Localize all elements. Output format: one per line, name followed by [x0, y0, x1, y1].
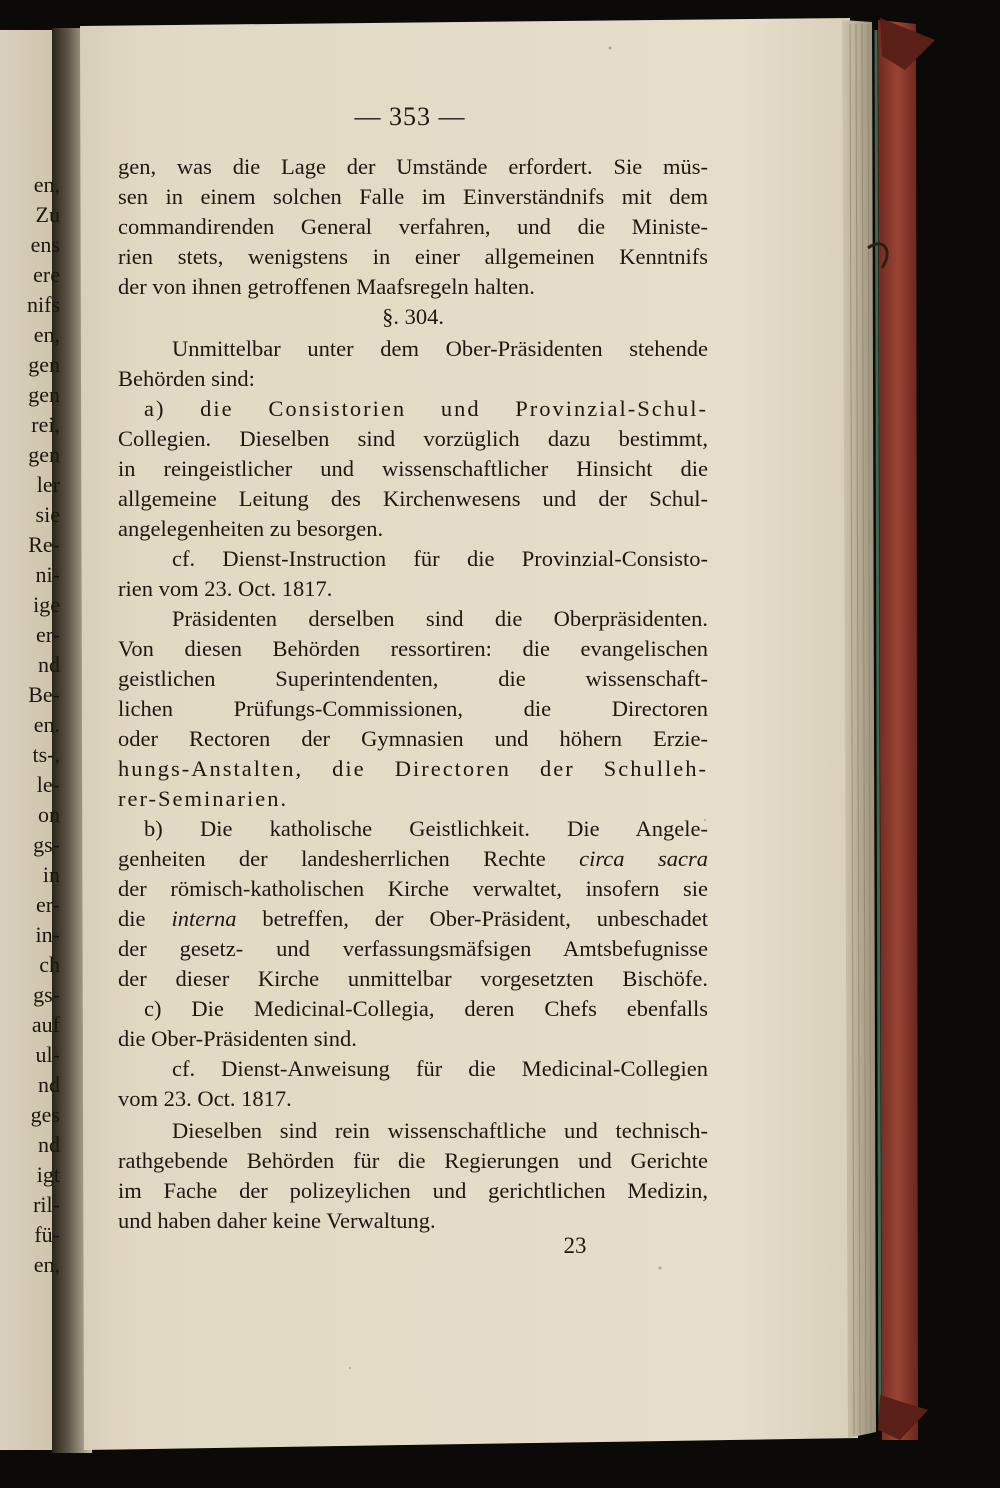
left-fragment: ens: [30, 232, 60, 257]
text-line: sen in einem solchen Falle im Einverständnifs mit dem: [118, 184, 708, 209]
text-line: Von diesen Behörden ressortiren: die evangelischen: [118, 636, 708, 661]
text-line: die interna betreffen, der Ober-Präsident, unbeschadet: [118, 906, 708, 931]
left-fragment: en,: [33, 1252, 60, 1277]
text-line: Dieselben sind rein wissenschaftliche und technisch-: [172, 1118, 708, 1143]
left-fragment: nifs: [27, 292, 60, 317]
text-line: die Ober-Präsidenten sind.: [118, 1026, 357, 1051]
left-fragment: en,: [33, 172, 60, 197]
left-fragment: gen: [28, 352, 60, 377]
text-line: Behörden sind:: [118, 366, 255, 391]
left-fragment: le-: [36, 772, 60, 797]
text-line: lichen Prüfungs-Commissionen, die Directoren: [118, 696, 708, 721]
left-fragment: ges: [30, 1102, 60, 1127]
text-line: rathgebende Behörden für die Regierungen und Gerichte: [118, 1148, 708, 1173]
left-fragment: ril-: [33, 1192, 60, 1217]
text-line: angelegenheiten zu besorgen.: [118, 516, 384, 541]
left-fragment: ul-: [35, 1042, 60, 1067]
left-fragment: in: [42, 862, 60, 887]
left-fragment: nd: [38, 1132, 60, 1157]
text-line: rer-Seminarien.: [118, 786, 289, 811]
text-line: commandirenden General verfahren, und die Ministe-: [118, 214, 708, 239]
text-line: geistlichen Superintendenten, die wissenschaft-: [118, 666, 708, 691]
left-fragment: Zu: [35, 202, 60, 227]
text-line: c) Die Medicinal-Collegia, deren Chefs ebenfalls: [144, 996, 708, 1021]
latin-term: circa sacra: [579, 846, 708, 871]
text-line: rien vom 23. Oct. 1817.: [118, 576, 333, 601]
left-fragment: gs-: [33, 982, 60, 1007]
left-fragment: en.: [33, 712, 60, 737]
left-fragment: on: [38, 802, 60, 827]
text-line: Collegien. Dieselben sind vorzüglich dazu bestimmt,: [118, 426, 708, 451]
text-line: in reingeistlicher und wissenschaftlicher Hinsicht die: [118, 456, 708, 481]
left-fragment: gs-: [33, 832, 60, 857]
text-line: im Fache der polizeylichen und gerichtlichen Medizin,: [118, 1178, 708, 1203]
text-line: oder Rectoren der Gymnasien und höhern Erzie-: [118, 726, 708, 751]
left-fragment: er-: [36, 892, 60, 917]
text-line: rien stets, wenigstens in einer allgemeinen Kenntnifs: [118, 244, 708, 269]
text-line: vom 23. Oct. 1817.: [118, 1086, 292, 1111]
left-fragment: nd: [38, 652, 60, 677]
left-fragment: ni-: [35, 562, 60, 587]
text-line: cf. Dienst-Instruction für die Provinzial-Consisto-: [172, 546, 708, 571]
left-fragment: en,: [33, 322, 60, 347]
text-line: Präsidenten derselben sind die Oberpräsidenten.: [172, 606, 708, 631]
text-line: Unmittelbar unter dem Ober-Präsidenten stehende: [172, 336, 708, 361]
text-line: der dieser Kirche unmittelbar vorgesetzten Bischöfe.: [118, 966, 708, 991]
left-fragment: Re-: [28, 532, 60, 557]
left-fragment: fü-: [34, 1222, 60, 1247]
left-fragment: ts-,: [32, 742, 60, 767]
left-fragment: igt: [36, 1162, 60, 1187]
section-heading: §. 304.: [382, 304, 444, 329]
latin-term: interna: [171, 906, 237, 931]
left-fragment: rei,: [31, 412, 60, 437]
text-line: genheiten der landesherrlichen Rechte circa sacra: [118, 846, 708, 871]
text-line: hungs-Anstalten, die Directoren der Schulleh-: [118, 756, 708, 781]
text-line: der gesetz- und verfassungsmäfsigen Amtsbefugnisse: [118, 936, 708, 961]
text-line: der von ihnen getroffenen Maafsregeln halten.: [118, 274, 535, 299]
text-line: allgemeine Leitung des Kirchenwesens und der Schul-: [118, 486, 708, 511]
left-fragment: in-: [35, 922, 60, 947]
text-line: gen, was die Lage der Umstände erfordert. Sie müs-: [118, 154, 708, 179]
left-fragment: ch: [39, 952, 60, 977]
left-fragment: sie: [35, 502, 60, 527]
left-fragment: ler: [36, 472, 60, 497]
left-fragment: gen: [28, 442, 60, 467]
text-line: b) Die katholische Geistlichkeit. Die Angele-: [144, 816, 708, 841]
left-fragment: nd: [38, 1072, 60, 1097]
left-fragment: ige: [33, 592, 60, 617]
left-fragment: auf: [31, 1012, 60, 1037]
text-line: und haben daher keine Verwaltung.: [118, 1208, 436, 1233]
text-line: cf. Dienst-Anweisung für die Medicinal-Collegien: [172, 1056, 708, 1081]
left-fragment: Be-: [28, 682, 60, 707]
text-line: der römisch-katholischen Kirche verwaltet, insofern sie: [118, 876, 708, 901]
page-number: — 353 —: [354, 102, 466, 131]
signature-mark: 23: [563, 1233, 587, 1258]
left-fragment: er-: [36, 622, 60, 647]
text-line: a) die Consistorien und Provinzial-Schul-: [144, 396, 708, 421]
left-fragment: ere: [33, 262, 60, 287]
left-fragment: gen: [28, 382, 60, 407]
